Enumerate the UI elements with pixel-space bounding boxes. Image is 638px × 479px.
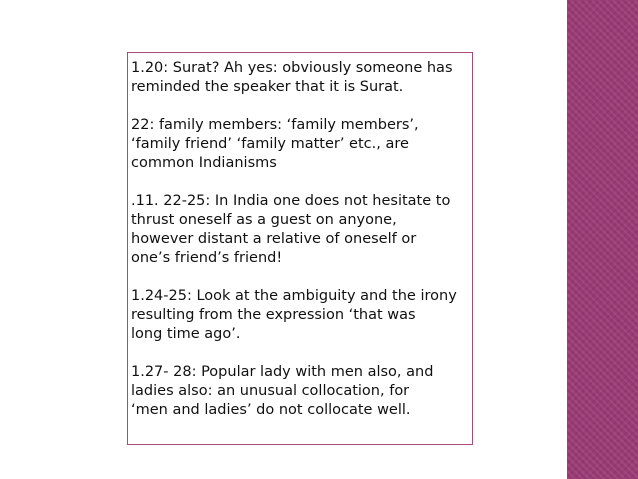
note-paragraph-2 bbox=[131, 116, 472, 173]
note-line: common Indianisms bbox=[131, 155, 277, 171]
notes-text-box bbox=[127, 52, 473, 445]
note-line: ladies also: an unusual collocation, for bbox=[131, 383, 410, 399]
decorative-side-strip bbox=[567, 0, 638, 479]
note-line: .11. 22-25: In India one does not hesitate to bbox=[131, 193, 451, 209]
note-line: ‘family friend’ ‘family matter’ etc., are bbox=[131, 136, 409, 152]
note-paragraph-4 bbox=[131, 287, 472, 344]
note-line: thrust oneself as a guest on anyone, bbox=[131, 212, 397, 228]
note-line: one’s friend’s friend! bbox=[131, 250, 283, 266]
note-line: reminded the speaker that it is Surat. bbox=[131, 79, 404, 95]
note-paragraph-3 bbox=[131, 192, 472, 268]
note-paragraph-5 bbox=[131, 363, 472, 420]
note-line: 22: family members: ‘family members’, bbox=[131, 117, 419, 133]
note-paragraph-1 bbox=[131, 59, 472, 97]
note-line: 1.24-25: Look at the ambiguity and the irony bbox=[131, 288, 457, 304]
note-line: however distant a relative of oneself or bbox=[131, 231, 417, 247]
note-line: resulting from the expression ‘that was bbox=[131, 307, 416, 323]
note-line: 1.20: Surat? Ah yes: obviously someone has bbox=[131, 60, 453, 76]
note-line: long time ago’. bbox=[131, 326, 241, 342]
note-line: ‘men and ladies’ do not collocate well. bbox=[131, 402, 411, 418]
note-line: 1.27- 28: Popular lady with men also, and bbox=[131, 364, 434, 380]
